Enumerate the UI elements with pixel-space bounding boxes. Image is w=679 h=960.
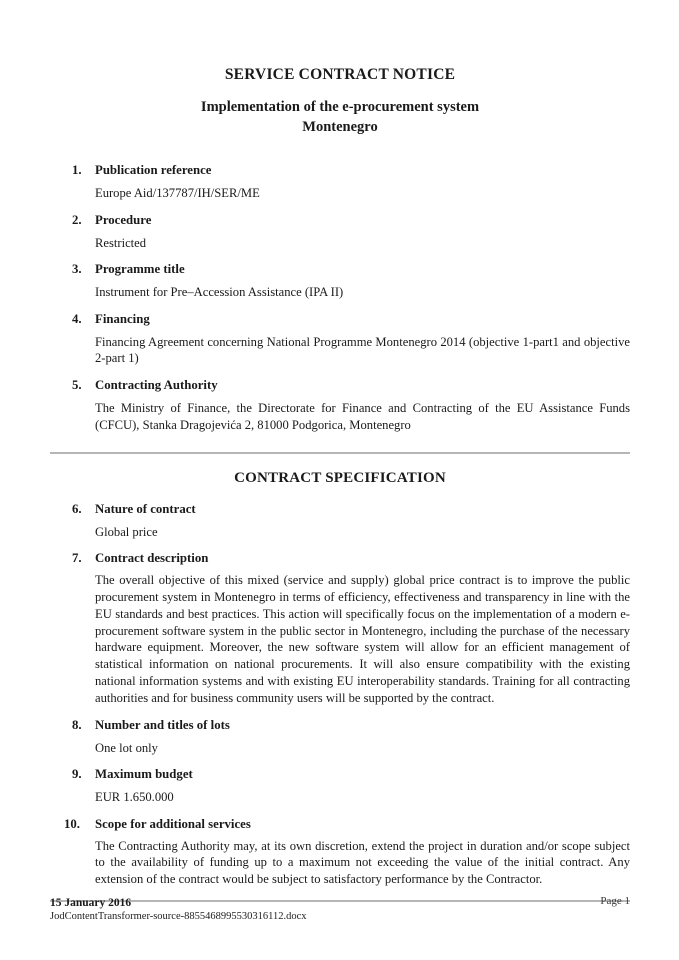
item-number: 7.: [72, 551, 82, 566]
item-body: The Ministry of Finance, the Directorate for Finance and Contracting of the EU Assistance Funds (CFCU), Stanka Dragojevića 2, 81000 Podgorica, Montenegro: [95, 401, 630, 432]
footer-page-number: Page 1: [600, 895, 630, 907]
document-content: [50, 0, 630, 902]
item-body: Financing Agreement concerning National Programme Montenegro 2014 (objective 1-part1 and objective 2-part 1): [95, 334, 630, 366]
list-item-publication-reference: [50, 162, 630, 202]
item-body: EUR 1.650.000: [95, 790, 174, 805]
item-number: 6.: [72, 501, 82, 516]
list-item-number-of-lots: [50, 717, 630, 757]
footer-filename: JodContentTransformer-source-8855468995530316112.docx: [50, 911, 307, 922]
list-item-scope-additional-services: [50, 816, 630, 888]
footer-date: 15 January 2016: [50, 897, 132, 909]
document-subtitle-line1: Implementation of the e-procurement system: [200, 99, 480, 115]
section-heading: CONTRACT SPECIFICATION: [234, 469, 446, 486]
item-heading: Programme title: [95, 262, 185, 276]
list-item-financing: [50, 311, 630, 368]
item-heading: Contracting Authority: [95, 378, 218, 393]
list-item-nature-of-contract: [50, 501, 630, 541]
list-item-contract-description: [50, 550, 630, 706]
item-body: The overall objective of this mixed (service and supply) global price contract is to improve the public procurement system in Montenegro in terms of efficiency, effectiveness and transparency in line with the EU standards and best practices. This action will specifically focus on the implementation of a modern e-procurement software system in the public sector in Montenegro, including the purchase of the necessary hardware equipment. Moreover, the new software system will allow for an efficient management of statistical information on national procurements. It will also ensure compatibility with the existing national information systems and with existing EU interoperability standards. Training for all contracting authorities and for business community users will be supported by the contract.: [95, 573, 630, 705]
item-body: Europe Aid/137787/IH/SER/ME: [95, 186, 260, 200]
item-heading: Publication reference: [95, 163, 212, 177]
item-number: 10.: [64, 816, 80, 831]
footer-top-row: [50, 893, 630, 909]
item-body: The Contracting Authority may, at its own discretion, extend the project in duration and/or scope subject to the availability of funding up to a maximum not exceeding the value of the initial contract. Any extension of the contract would be subject to satisfactory performance by the Contractor.: [95, 838, 630, 887]
item-heading: Maximum budget: [95, 767, 193, 782]
item-number: 2.: [72, 212, 82, 227]
item-heading: Scope for additional services: [95, 816, 251, 831]
item-body: One lot only: [95, 740, 158, 755]
list-item-procedure: [50, 212, 630, 252]
list-item-contracting-authority: [50, 377, 630, 434]
list-item-maximum-budget: [50, 766, 630, 806]
document-subtitle-line2: Montenegro: [302, 119, 378, 135]
item-body: Global price: [95, 524, 158, 539]
document-subtitle: [50, 84, 630, 137]
item-heading: Financing: [95, 311, 150, 326]
item-number: 1.: [72, 163, 82, 177]
item-heading: Number and titles of lots: [95, 717, 230, 732]
list-item-programme-title: [50, 261, 630, 301]
item-number: 5.: [72, 378, 82, 393]
page-footer: [50, 893, 630, 924]
item-heading: Procedure: [95, 212, 152, 227]
item-body: Instrument for Pre–Accession Assistance (IPA II): [95, 285, 344, 299]
item-number: 3.: [72, 262, 82, 276]
item-number: 9.: [72, 767, 82, 782]
item-number: 4.: [72, 311, 82, 326]
document-title: SERVICE CONTRACT NOTICE: [224, 66, 456, 83]
item-body: Restricted: [95, 235, 147, 250]
item-heading: Nature of contract: [95, 501, 196, 516]
item-number: 8.: [72, 717, 82, 732]
item-heading: Contract description: [95, 551, 209, 566]
